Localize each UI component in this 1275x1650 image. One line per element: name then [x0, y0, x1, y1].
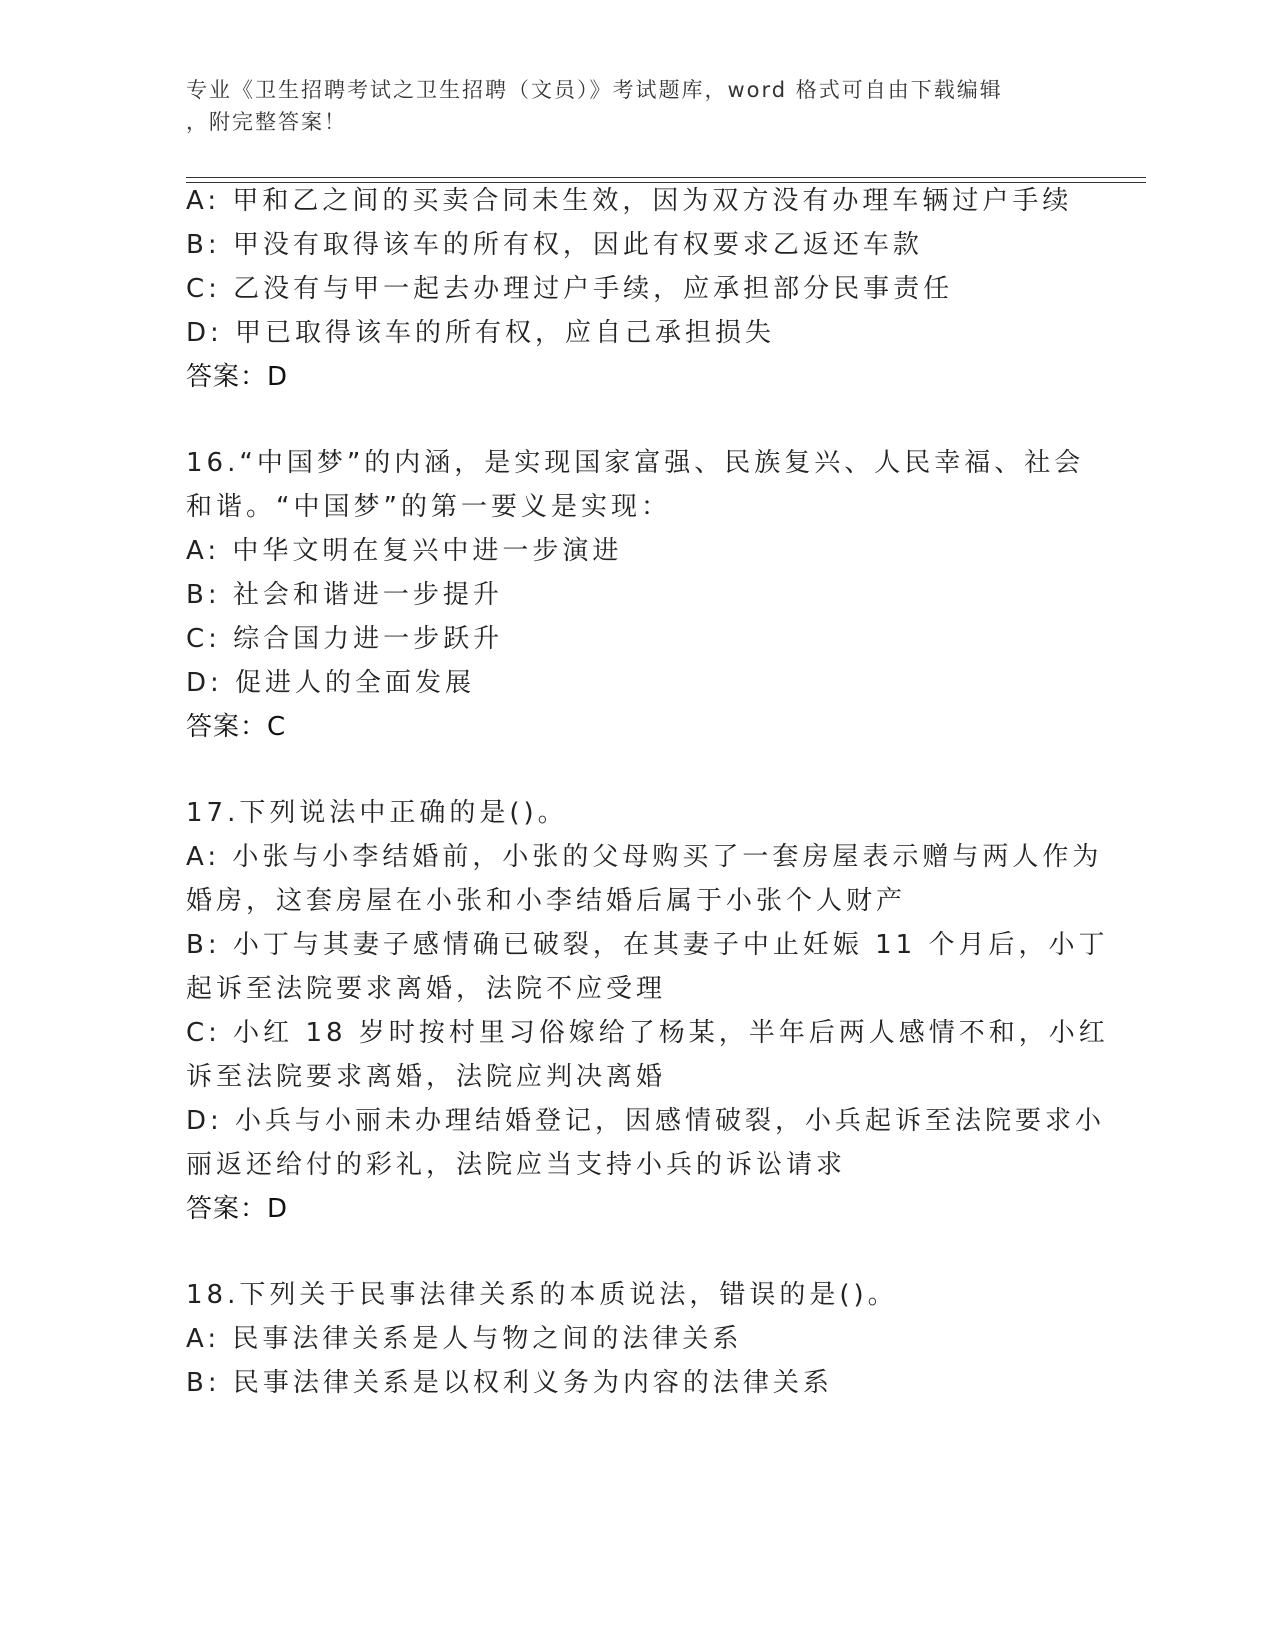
- option-c: C: 乙没有与甲一起去办理过户手续，应承担部分民事责任: [186, 274, 954, 304]
- answer: 答案：D: [186, 1194, 289, 1224]
- answer: 答案：C: [186, 712, 287, 742]
- question-stem: 和谐。“中国梦”的第一要义是实现：: [186, 492, 671, 522]
- answer: 答案：D: [186, 362, 289, 392]
- option-a: A: 甲和乙之间的买卖合同未生效，因为双方没有办理车辆过户手续: [186, 186, 1073, 216]
- header-divider-top: [186, 177, 1146, 178]
- option-c-continued: 诉至法院要求离婚，法院应判决离婚: [186, 1062, 667, 1092]
- option-b: B: 社会和谐进一步提升: [186, 580, 503, 610]
- option-b: B: 小丁与其妻子感情确已破裂，在其妻子中止妊娠 11 个月后，小丁: [186, 930, 1109, 960]
- option-c: C: 综合国力进一步跃升: [186, 624, 504, 654]
- document-header: [186, 74, 1066, 138]
- option-b: B: 甲没有取得该车的所有权，因此有权要求乙返还车款: [186, 230, 923, 260]
- option-d: D: 促进人的全面发展: [186, 668, 476, 698]
- question-stem: 17.下列说法中正确的是()。: [186, 798, 568, 828]
- header-divider-bottom: [186, 182, 1146, 183]
- option-d: D: 甲已取得该车的所有权，应自己承担损失: [186, 318, 776, 348]
- option-a: A: 中华文明在复兴中进一步演进: [186, 536, 623, 566]
- option-a: A: 民事法律关系是人与物之间的法律关系: [186, 1324, 743, 1354]
- option-a: A: 小张与小李结婚前，小张的父母购买了一套房屋表示赠与两人作为: [186, 842, 1103, 872]
- option-d-continued: 丽返还给付的彩礼，法院应当支持小兵的诉讼请求: [186, 1150, 847, 1180]
- option-b-continued: 起诉至法院要求离婚，法院不应受理: [186, 974, 667, 1004]
- option-c: C: 小红 18 岁时按村里习俗嫁给了杨某，半年后两人感情不和，小红: [186, 1018, 1109, 1048]
- option-a-continued: 婚房，这套房屋在小张和小李结婚后属于小张个人财产: [186, 886, 907, 916]
- header-line-1: 专业《卫生招聘考试之卫生招聘（文员）》考试题库，word 格式可自由下载编辑: [186, 78, 1003, 102]
- question-stem: 16.“中国梦”的内涵，是实现国家富强、民族复兴、人民幸福、社会: [186, 448, 1085, 478]
- option-b: B: 民事法律关系是以权利义务为内容的法律关系: [186, 1368, 833, 1398]
- question-stem: 18.下列关于民事法律关系的本质说法，错误的是()。: [186, 1280, 898, 1310]
- option-d: D: 小兵与小丽未办理结婚登记，因感情破裂，小兵起诉至法院要求小: [186, 1106, 1106, 1136]
- header-line-2: ，附完整答案！: [186, 110, 347, 134]
